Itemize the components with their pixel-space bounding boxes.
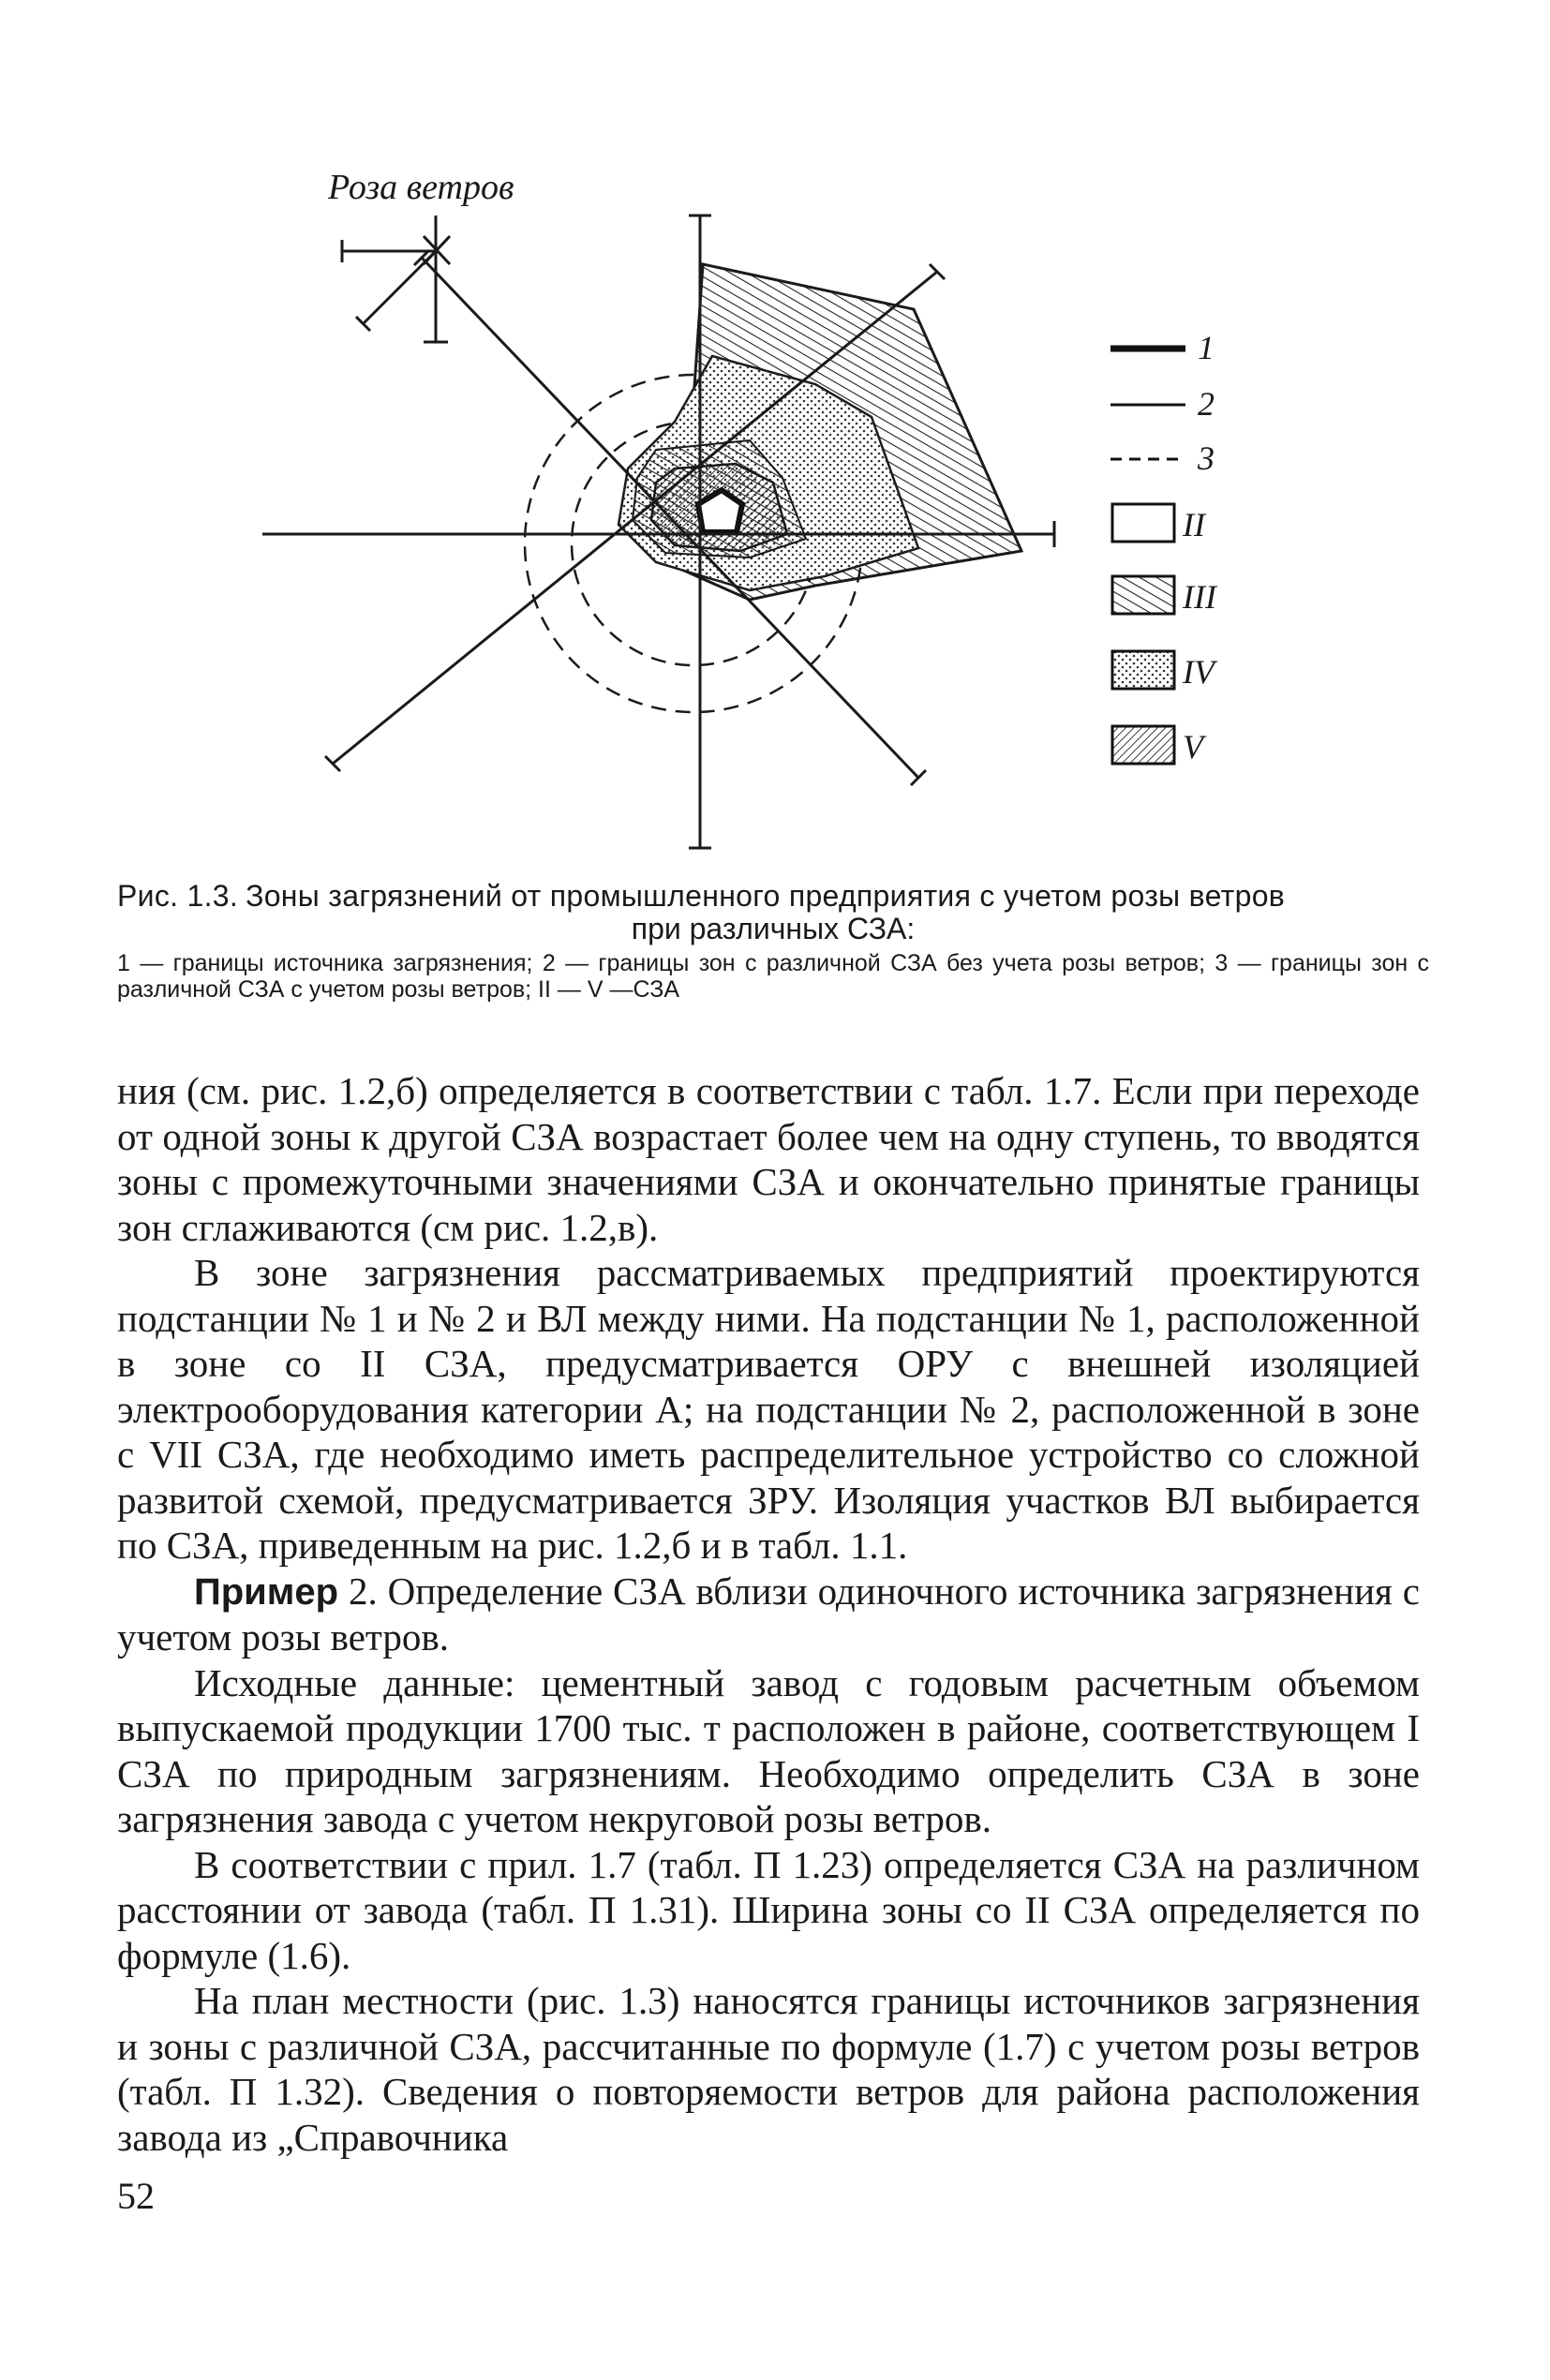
wind-rose-icon xyxy=(342,216,450,342)
paragraph-2: В зоне загрязнения рассматриваемых предприятий проектируются подстанции № 1 и № 2 и ВЛ между ними. На подстанции № 1, расположенной в зоне со II СЗА, предусматривается ОРУ с внешней изоляцией электрооборудования категории А; на подстанции № 2, расположенной в зоне с VII СЗА, где необходимо иметь распределительное устройство со сложной развитой схемой, предусматривается ЗРУ. Изоляция участков ВЛ выбирается по СЗА, приведенным на рис. 1.2,б и в табл. 1.1. xyxy=(117,1251,1420,1567)
legend xyxy=(1110,329,1218,766)
caption-title-text: Зоны загрязнений от промышленного предприятия с учетом розы ветров xyxy=(246,879,1286,913)
legend-item-IV xyxy=(1112,651,1218,691)
legend-item-3 xyxy=(1110,439,1215,477)
caption-title xyxy=(117,879,1429,913)
example-text: 2. Определение СЗА вблизи одиночного источника загрязнения с учетом розы ветров. xyxy=(117,1569,1420,1659)
page-number: 52 xyxy=(117,2175,155,2217)
body-text xyxy=(117,1068,1420,2160)
caption-title-line2: при различных СЗА: xyxy=(631,912,916,945)
legend-item-1 xyxy=(1110,329,1215,366)
paragraph-3 xyxy=(117,1569,1420,1660)
legend-item-II xyxy=(1112,504,1207,543)
paragraph-4: Исходные данные: цементный завод с годовым расчетным объемом выпускаемой продукции 1700 тыс. т расположен в районе, соответствующем I СЗА по природным загрязнениям. Необходимо определить СЗА в зоне загрязнения завода с учетом некруговой розы ветров. xyxy=(117,1660,1420,1840)
example-heading: Пример xyxy=(194,1570,339,1613)
legend-label-3: 3 xyxy=(1198,439,1215,477)
legend-label-V: V xyxy=(1183,728,1203,766)
legend-label-1: 1 xyxy=(1198,329,1215,366)
legend-label-II: II xyxy=(1183,506,1205,543)
paragraph-5: В соответствии с прил. 1.7 (табл. П 1.23) определяется СЗА на различном расстоянии от завода (табл. П 1.31). Ширина зоны со II СЗА определяется по формуле (1.6). xyxy=(117,1842,1420,1977)
caption-legend-text: 1 — границы источника загрязнения; 2 — границы зон с различной СЗА без учета розы ветров; 3 — границы зон с различной СЗА с учетом розы ветров; II — V —СЗА xyxy=(117,950,1429,1003)
legend-label-2: 2 xyxy=(1198,385,1215,423)
wind-rose-label: Роза ветров xyxy=(328,168,514,207)
figure-caption xyxy=(117,879,1429,1003)
legend-label-III: III xyxy=(1183,578,1216,616)
figure-wind-rose-zones xyxy=(262,159,1312,871)
paragraph-6: На план местности (рис. 1.3) наносятся границы источников загрязнения и зоны с различной СЗА, рассчитанные по формуле (1.7) с учетом розы ветров (табл. П 1.32). Сведения о повторяемости ветров для района расположения завода из „Справочника xyxy=(117,1979,1420,2159)
legend-label-IV: IV xyxy=(1183,653,1215,691)
legend-item-V xyxy=(1112,726,1207,766)
legend-item-2 xyxy=(1110,385,1215,423)
legend-item-III xyxy=(1112,576,1218,616)
paragraph-1: ния (см. рис. 1.2,б) определяется в соответствии с табл. 1.7. Если при переходе от одной зоны к другой СЗА возрастает более чем на одну ступень, то вводятся зоны с промежуточными значениями СЗА и окончательно принятые границы зон сглаживаются (см рис. 1.2,в). xyxy=(117,1069,1420,1249)
caption-figure-number: Рис. 1.3. xyxy=(117,879,239,913)
